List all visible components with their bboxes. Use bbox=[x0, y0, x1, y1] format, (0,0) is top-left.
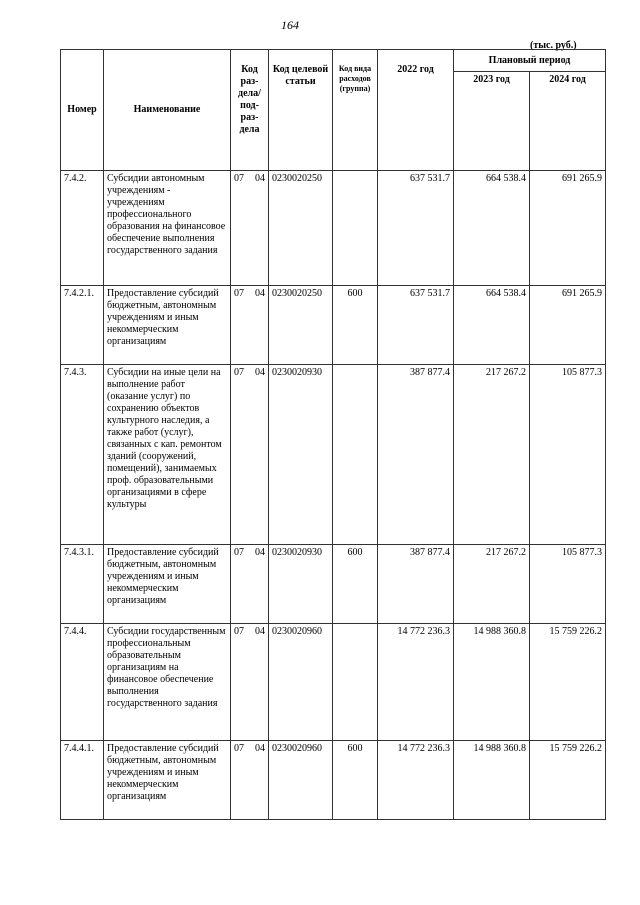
section-code: 07 bbox=[234, 367, 244, 378]
section-code: 07 bbox=[234, 547, 244, 558]
row-2024: 105 877.3 bbox=[530, 365, 606, 545]
row-2024: 15 759 226.2 bbox=[530, 741, 606, 820]
section-code: 07 bbox=[234, 626, 244, 637]
row-number: 7.4.3. bbox=[61, 365, 104, 545]
row-2022: 14 772 236.3 bbox=[378, 624, 454, 741]
row-section bbox=[231, 545, 269, 624]
table-row bbox=[61, 171, 606, 286]
subsection-code: 04 bbox=[255, 367, 265, 378]
row-expense-code bbox=[333, 624, 378, 741]
header-2022: 2022 год bbox=[378, 50, 454, 171]
row-expense-code: 600 bbox=[333, 545, 378, 624]
row-name: Предоставление субсидий бюджетным, автономным учреждениям и иным некоммерческим организациям bbox=[104, 741, 231, 820]
row-2024: 15 759 226.2 bbox=[530, 624, 606, 741]
units-label: (тыс. руб.) bbox=[530, 40, 577, 51]
row-section bbox=[231, 171, 269, 286]
row-2024: 105 877.3 bbox=[530, 545, 606, 624]
section-code: 07 bbox=[234, 743, 244, 754]
row-2024: 691 265.9 bbox=[530, 171, 606, 286]
header-2023: 2023 год bbox=[454, 72, 530, 171]
table-row bbox=[61, 365, 606, 545]
row-section bbox=[231, 365, 269, 545]
row-number: 7.4.4. bbox=[61, 624, 104, 741]
row-2022: 637 531.7 bbox=[378, 171, 454, 286]
row-2022: 14 772 236.3 bbox=[378, 741, 454, 820]
row-2022: 387 877.4 bbox=[378, 545, 454, 624]
header-target: Код целевой статьи bbox=[269, 50, 333, 171]
row-expense-code: 600 bbox=[333, 741, 378, 820]
row-number: 7.4.2. bbox=[61, 171, 104, 286]
row-section bbox=[231, 741, 269, 820]
row-name: Субсидии на иные цели на выполнение работ (оказание услуг) по сохранению объектов культурного наследия, а также работ (услуг), связанных с кап. ремонтом зданий (сооружений, помещений), занимаемых проф. образовательными организациями в сфере культуры bbox=[104, 365, 231, 545]
subsection-code: 04 bbox=[255, 743, 265, 754]
row-2023: 217 267.2 bbox=[454, 545, 530, 624]
row-2024: 691 265.9 bbox=[530, 286, 606, 365]
row-name: Предоставление субсидий бюджетным, автономным учреждениям и иным некоммерческим организациям bbox=[104, 545, 231, 624]
row-2023: 217 267.2 bbox=[454, 365, 530, 545]
header-name: Наименование bbox=[104, 50, 231, 171]
table-row bbox=[61, 624, 606, 741]
row-name: Предоставление субсидий бюджетным, автономным учреждениям и иным некоммерческим организациям bbox=[104, 286, 231, 365]
subsection-code: 04 bbox=[255, 547, 265, 558]
row-name: Субсидии государственным профессиональным образовательным организациям на финансовое обеспечение выполнения государственного задания bbox=[104, 624, 231, 741]
section-code: 07 bbox=[234, 173, 244, 184]
row-target: 0230020960 bbox=[269, 624, 333, 741]
header-expense: Код вида расходов (группа) bbox=[333, 50, 378, 171]
table-row bbox=[61, 545, 606, 624]
row-expense-code: 600 bbox=[333, 286, 378, 365]
row-target: 0230020250 bbox=[269, 286, 333, 365]
page-number: 164 bbox=[281, 18, 299, 32]
subsection-code: 04 bbox=[255, 626, 265, 637]
header-2024: 2024 год bbox=[530, 72, 606, 171]
table-row bbox=[61, 286, 606, 365]
row-2023: 664 538.4 bbox=[454, 171, 530, 286]
row-expense-code bbox=[333, 365, 378, 545]
row-2023: 14 988 360.8 bbox=[454, 624, 530, 741]
header-section: Код раз- дела/ под- раз- дела bbox=[231, 50, 269, 171]
row-target: 0230020930 bbox=[269, 365, 333, 545]
header-number: Номер bbox=[61, 50, 104, 171]
row-section bbox=[231, 624, 269, 741]
subsection-code: 04 bbox=[255, 173, 265, 184]
row-number: 7.4.2.1. bbox=[61, 286, 104, 365]
row-target: 0230020250 bbox=[269, 171, 333, 286]
budget-table bbox=[60, 49, 606, 820]
row-section bbox=[231, 286, 269, 365]
row-target: 0230020930 bbox=[269, 545, 333, 624]
row-2022: 637 531.7 bbox=[378, 286, 454, 365]
row-2022: 387 877.4 bbox=[378, 365, 454, 545]
subsection-code: 04 bbox=[255, 288, 265, 299]
row-number: 7.4.4.1. bbox=[61, 741, 104, 820]
row-2023: 14 988 360.8 bbox=[454, 741, 530, 820]
row-expense-code bbox=[333, 171, 378, 286]
section-code: 07 bbox=[234, 288, 244, 299]
table-row bbox=[61, 741, 606, 820]
row-number: 7.4.3.1. bbox=[61, 545, 104, 624]
row-target: 0230020960 bbox=[269, 741, 333, 820]
header-plan-period: Плановый период bbox=[454, 50, 606, 72]
row-name: Субсидии автономным учреждениям - учреждениям профессионального образования на финансовое обеспечение выполнения государственного задания bbox=[104, 171, 231, 286]
row-2023: 664 538.4 bbox=[454, 286, 530, 365]
